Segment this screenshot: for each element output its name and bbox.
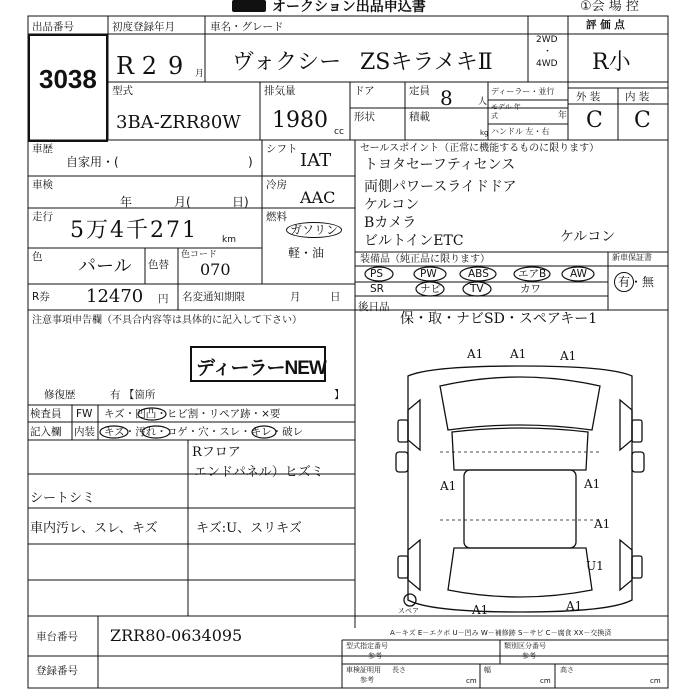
displacement-value: 1980 [272, 108, 328, 133]
label-recycle: R券 [32, 291, 50, 303]
label-spare: スペア [398, 607, 419, 615]
mark-bottom-right: A1 [566, 599, 583, 613]
label-load: 積載 [409, 111, 430, 123]
label-repair-close: 】 [334, 389, 345, 401]
label-model-year: モデル 年式 [491, 103, 521, 120]
recycle-amount: 12470 [86, 286, 144, 307]
label-nc-month: 月 [290, 291, 301, 303]
mileage-value: 5万4千271 [70, 218, 198, 243]
warranty-value: 有・無 [618, 275, 655, 289]
label-shaken-month: 月( [174, 195, 191, 209]
label-notes-header: 注意事項申告欄（不具合内容等は具体的に記入して下さい） [32, 315, 302, 326]
label-length: 長さ [392, 666, 406, 674]
sales-point-3: ケルコン [364, 197, 420, 213]
exterior-grade: C [586, 108, 603, 133]
label-yen: 円 [158, 293, 169, 305]
car-name: ヴォクシー [232, 50, 342, 75]
equip-aw: AW [570, 268, 587, 280]
label-usage: 車歴 [32, 143, 53, 155]
form-title: オークション出品申込書 [272, 0, 426, 15]
label-chassis-no: 車台番号 [36, 631, 78, 643]
label-year-unit: 年 [558, 111, 568, 121]
label-color-swap: 色替 [148, 259, 169, 271]
damage-interior-dirt: 車内汚レ、スレ、キズ [30, 521, 158, 536]
equip-airbag: エアB [518, 268, 547, 280]
fuel-gasoline: ガソリン [286, 222, 342, 238]
label-cc: cc [334, 127, 344, 137]
shift-value: IAT [300, 150, 332, 171]
first-reg-year: R 2 [116, 52, 157, 80]
equip-navi: ナビ [420, 283, 441, 295]
car-grade: ZSキラメキⅡ [360, 50, 493, 75]
label-shift: シフト [266, 143, 298, 155]
interior-grade: C [634, 108, 651, 133]
label-ref-2: 参考 [522, 652, 536, 660]
label-category-no: 類別区分番号 [504, 642, 546, 650]
equip-pw: PW [420, 268, 437, 280]
label-exterior: 外 装 [576, 91, 601, 103]
label-equipment: 装備品（純正品に限ります） [360, 254, 490, 265]
label-first-reg: 初度登録年月 [112, 21, 175, 33]
label-name-grade: 車名・グレード [210, 21, 284, 33]
mark-top-right: A1 [560, 349, 577, 363]
label-fuel: 燃料 [266, 211, 287, 223]
label-mileage: 走行 [32, 211, 53, 223]
sales-point-1: トヨタセーフティセンス [364, 157, 516, 173]
sales-point-4: Bカメラ [364, 215, 417, 231]
label-repair-yes: 有 【箇所 [110, 389, 156, 401]
usage-value: 自家用・( [66, 155, 119, 169]
label-new-car-warranty: 新車保証書 [612, 253, 652, 262]
sales-point-6: ケルコン [560, 229, 616, 245]
first-reg-month: 9 [168, 52, 184, 80]
label-entry: 記入欄 [30, 426, 62, 438]
label-sales-point: セールスポイント（正常に機能するものに限ります） [360, 143, 600, 154]
equip-abs: ABS [468, 268, 489, 280]
equip-sr: SR [370, 283, 384, 295]
damage-scratch-legend: キズ:U、スリキズ [196, 521, 302, 536]
label-ref-1: 参考 [368, 652, 382, 660]
label-shape: 形状 [354, 111, 375, 123]
capacity-value: 8 [440, 86, 453, 110]
copy-label: ①会 場 控 [580, 0, 639, 14]
label-interior: 内 装 [625, 91, 650, 103]
label-reg-cert: 車検証明用 [346, 666, 381, 674]
damage-rear-floor: Rフロア [192, 445, 241, 460]
label-shaken-day: 日) [232, 195, 249, 209]
label-name-change: 名変通知期限 [182, 291, 245, 303]
sales-point-5: ビルトインETC [364, 233, 464, 249]
label-cm-2: cm [540, 677, 551, 685]
label-width: 幅 [484, 666, 491, 674]
mark-top-left: A1 [467, 347, 484, 361]
sales-point-2: 両側パワースライドドア [364, 179, 517, 195]
label-cm-1: cm [466, 677, 477, 685]
damage-seat-stain: シートシミ [30, 491, 96, 506]
label-persons: 人 [478, 97, 488, 107]
label-dealer-import: ディーラー・並行 [491, 87, 555, 96]
label-interior-short: 内装 [74, 426, 95, 438]
color-code-value: 070 [200, 260, 231, 279]
label-color: 色 [32, 251, 43, 263]
label-4wd: 4WD [536, 59, 558, 69]
label-height: 高さ [560, 666, 574, 674]
label-doors: ドア [354, 85, 375, 97]
label-displacement: 排気量 [264, 85, 296, 97]
damage-legend: A－キズ E－エクボ U－凹み W－補修跡 S－サビ C－腐食 XX－交換済 [390, 629, 612, 637]
after-items-value: 保・取・ナビSD・スペアキー1 [400, 311, 598, 327]
fuel-light-oil: 軽・油 [288, 246, 325, 260]
label-shaken: 車検 [32, 179, 53, 191]
lot-number: 3038 [39, 64, 97, 94]
label-lot-no: 出品番号 [32, 21, 74, 33]
chassis-no-value: ZRR80-0634095 [110, 626, 243, 645]
label-kg: kg [480, 129, 489, 137]
label-inspector: 検査員 [30, 408, 62, 420]
label-ac: 冷房 [266, 179, 287, 191]
equip-ps: PS [370, 268, 383, 280]
mark-right-low: U1 [586, 559, 604, 573]
label-2wd: 2WD [536, 35, 558, 45]
label-after-items: 後日品 [358, 301, 390, 313]
fw-items: キズ・凹凸・ヒビ割・リペア跡・×要 [104, 408, 281, 420]
label-model: 型式 [112, 85, 133, 97]
mark-left-side: A1 [440, 479, 457, 493]
label-color-code: 色コード [181, 250, 218, 260]
label-handle: ハンドル 左・右 [491, 127, 550, 136]
mark-bottom-left: A1 [472, 603, 489, 617]
usage-close: ) [248, 155, 253, 169]
label-km: km [222, 235, 236, 245]
label-capacity: 定員 [409, 85, 430, 97]
label-nc-day: 日 [330, 291, 341, 303]
label-fw: FW [76, 408, 93, 420]
model-code: 3BA-ZRR80W [116, 112, 241, 133]
label-eval-points: 評 価 点 [586, 19, 625, 31]
label-drive-dot: ・ [543, 47, 553, 57]
dealer-new-text: ディーラーNEW [196, 358, 326, 379]
ac-value: AAC [300, 188, 336, 207]
mark-right-side: A1 [584, 477, 601, 491]
label-reg-no: 登録番号 [36, 665, 78, 677]
label-ref-3: 参考 [360, 676, 374, 684]
equip-leather: カワ [520, 283, 541, 295]
label-type-designation: 型式指定番号 [346, 642, 388, 650]
color-value: パール [78, 256, 132, 277]
label-cm-3: cm [650, 677, 661, 685]
mark-right-mid: A1 [594, 517, 611, 531]
interior-items: キズ・汚れ・コゲ・穴・スレ・キレ・破レ [104, 426, 304, 438]
mark-top-mid: A1 [510, 347, 527, 361]
label-shaken-year: 年 [120, 195, 133, 209]
eval-score: R小 [592, 50, 631, 75]
label-repair-history: 修復歴 [44, 389, 76, 401]
damage-end-panel: エンドパネル）ヒズミ [194, 465, 324, 480]
label-month-unit: 月 [195, 69, 205, 79]
equip-tv: TV [470, 283, 484, 295]
